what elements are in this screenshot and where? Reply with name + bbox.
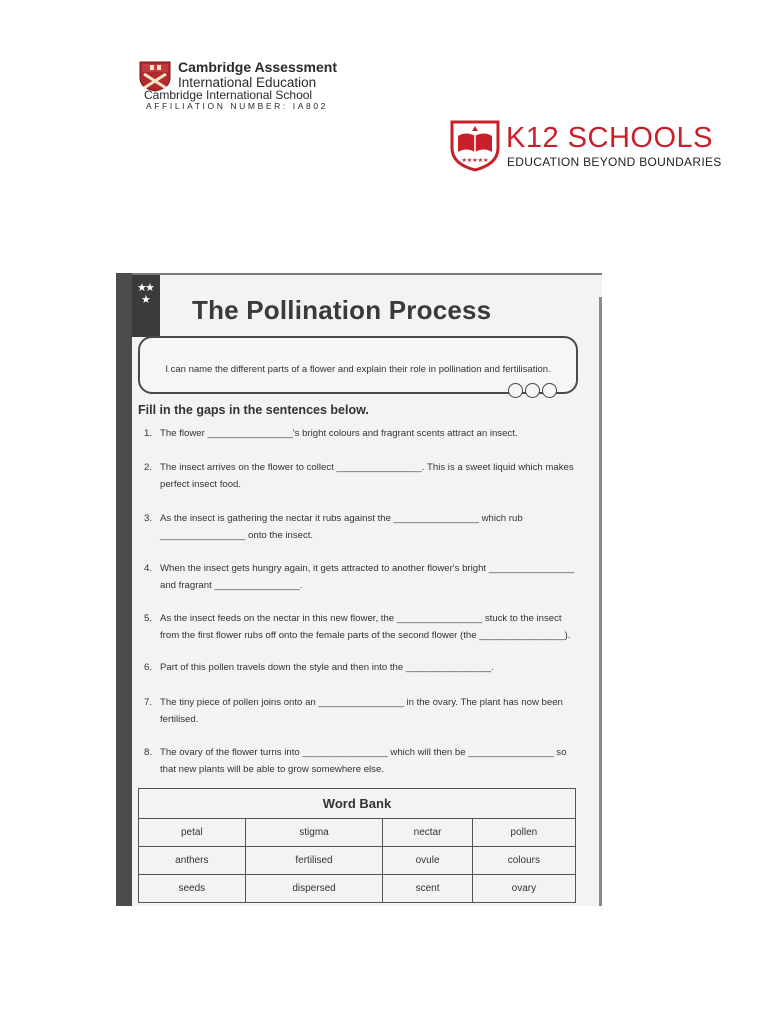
question-number: 4. [144, 563, 153, 574]
cambridge-affiliation: AFFILIATION NUMBER: IA802 [146, 101, 328, 111]
sheet-binding-edge [116, 273, 132, 906]
cambridge-title: Cambridge Assessment [178, 59, 337, 75]
word-bank-table [138, 788, 576, 903]
cambridge-school: Cambridge International School [144, 88, 313, 102]
worksheet-title: The Pollination Process [192, 295, 492, 325]
word-cell: ovary [472, 875, 575, 903]
word-cell: seeds [139, 875, 246, 903]
question-number: 5. [144, 613, 153, 624]
question-text: The insect arrives on the flower to collect ________________. This is a sweet liquid which makes perfect insect food. [160, 462, 574, 490]
word-bank-title: Word Bank [139, 789, 576, 819]
word-cell: petal [139, 819, 246, 847]
question-number: 7. [144, 697, 153, 708]
question-number: 2. [144, 462, 153, 473]
question-text: As the insect is gathering the nectar it rubs against the ________________ which rub ________________ onto the insect. [160, 513, 523, 541]
word-cell: ovule [383, 847, 472, 875]
table-row [139, 875, 576, 903]
question-text: As the insect feeds on the nectar in this new flower, the ________________ stuck to the insect from the first flower rubs off onto the female parts of the second flower (the ________________). [160, 613, 571, 641]
objective-text: I can name the different parts of a flower and explain their role in pollination and fertilisation. [165, 364, 551, 375]
word-cell: anthers [139, 847, 246, 875]
sheet-top-edge [132, 273, 602, 275]
question-number: 8. [144, 747, 153, 758]
instructions: Fill in the gaps in the sentences below. [138, 403, 369, 417]
question-text: The flower ________________'s bright colours and fragrant scents attract an insect. [160, 428, 518, 439]
star-icon: ★ [137, 282, 147, 294]
progress-circles [508, 383, 559, 403]
table-row [139, 847, 576, 875]
word-cell: stigma [245, 819, 383, 847]
question-number: 6. [144, 662, 153, 673]
word-cell: pollen [472, 819, 575, 847]
worksheet-scan [116, 273, 602, 906]
word-cell: fertilised [245, 847, 383, 875]
circle-icon [525, 383, 540, 398]
svg-text:★★★★★: ★★★★★ [461, 157, 489, 164]
k12-name: K12 SCHOOLS [506, 122, 713, 154]
question-text: When the insect gets hungry again, it gets attracted to another flower's bright ________________ and fragrant ________________. [160, 563, 575, 591]
cambridge-subtitle: International Education [178, 75, 317, 90]
k12-logo [448, 118, 722, 174]
sheet-right-edge [599, 297, 602, 906]
table-row [139, 819, 576, 847]
question-text: The ovary of the flower turns into ________________ which will then be ________________ so that new plants will be able to grow somewhere else. [160, 747, 567, 775]
word-cell: dispersed [245, 875, 383, 903]
circle-icon [508, 383, 523, 398]
question-text: Part of this pollen travels down the style and then into the ________________. [160, 662, 494, 673]
circle-icon [542, 383, 557, 398]
word-cell: colours [472, 847, 575, 875]
question-number: 1. [144, 428, 153, 439]
word-cell: nectar [383, 819, 472, 847]
word-cell: scent [383, 875, 472, 903]
star-icon: ★ [145, 282, 155, 294]
star-icon: ★ [141, 294, 151, 306]
question-number: 3. [144, 513, 153, 524]
cambridge-logo [138, 58, 378, 116]
k12-book-emblem-icon [448, 118, 502, 172]
sheet-star-tab [132, 273, 160, 337]
k12-tagline: EDUCATION BEYOND BOUNDARIES [507, 155, 722, 169]
question-text: The tiny piece of pollen joins onto an ________________ in the ovary. The plant has now been fertilised. [160, 697, 563, 725]
